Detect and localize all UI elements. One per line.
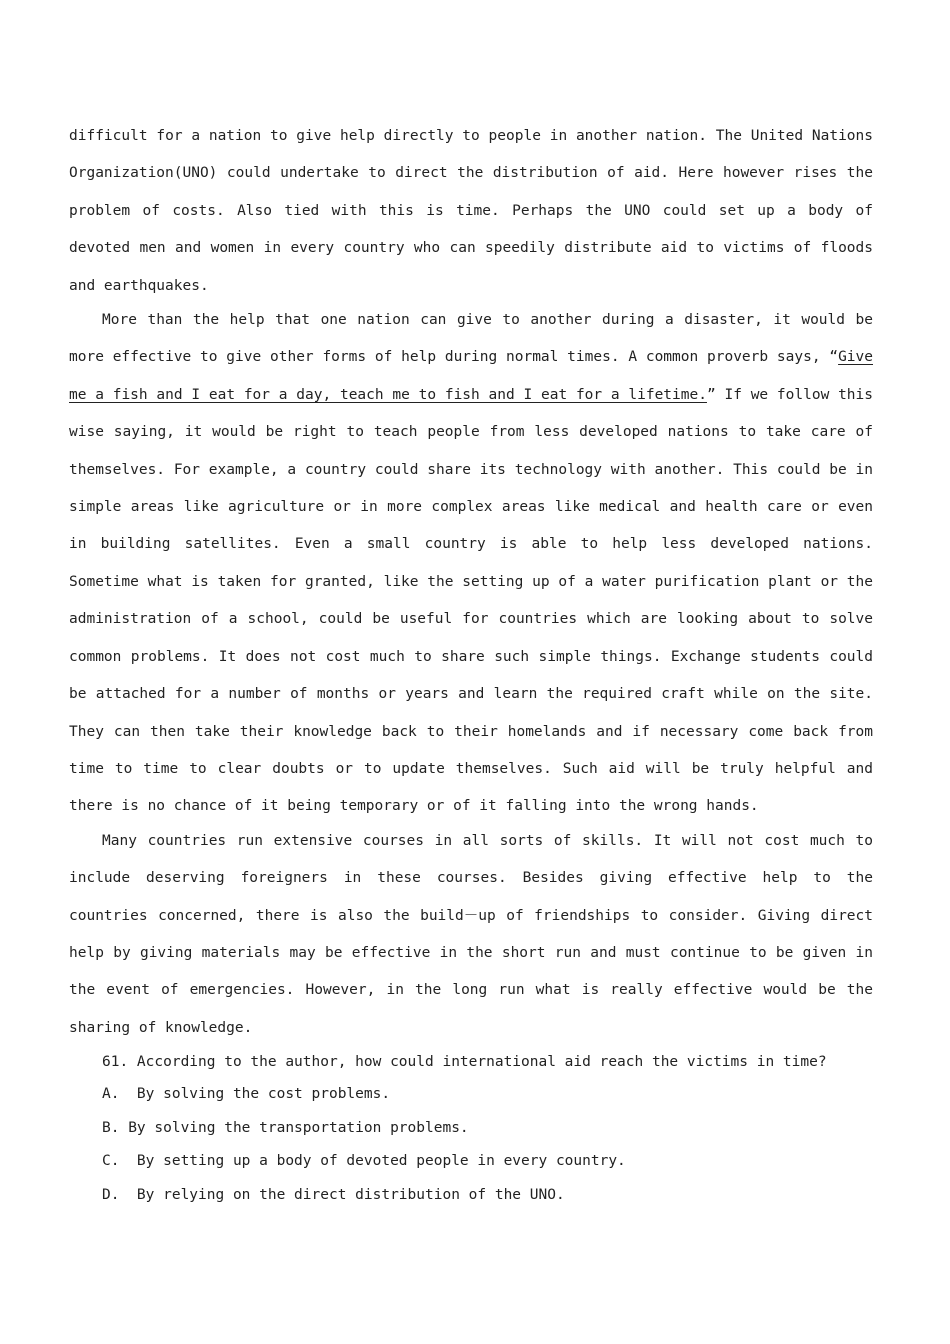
option-d: D. By relying on the direct distribution of the UNO. [102, 1186, 565, 1203]
paragraph-1: difficult for a nation to give help directly to people in another nation. The United Nations Organization(UNO) could undertake to direct the distribution of aid. Here however rises the problem of costs. Also tied with this is time. Perhaps the UNO could set up a body of devoted men and women in every country who can speedily distribute aid to victims of floods and earthquakes. [69, 128, 873, 294]
paragraph-2-body: ” If we follow this wise saying, it would be right to teach people from less developed nations to take care of themselves. For example, a country could share its technology with another. This could be in simple areas like agriculture or in more complex areas like medical and health care or even in building satellites. Even a small country is able to help less developed nations. Sometime what is taken for granted, like the setting up of a water purification plant or the administration of a school, could be useful for countries which are looking about to solve common problems. It does not cost much to share such simple things. Exchange students could be attached for a number of months or years and learn the required craft while on the site. They can then take their knowledge back to their homelands and if necessary come back from time to time to clear doubts or to update themselves. Such aid will be truly helpful and there is no chance of it being temporary or of it falling into the wrong hands. [69, 386, 873, 815]
question-61 [69, 1047, 873, 1212]
proverb-quote: Give me a fish and I eat for a day, teach me to fish and I eat for a lifetime. [69, 349, 873, 403]
question-stem: 61. According to the author, how could international aid reach the victims in time? [102, 1054, 827, 1071]
option-a: A. By solving the cost problems. [102, 1086, 391, 1103]
paragraph-3: Many countries run extensive courses in all sorts of skills. It will not cost much to include deserving foreigners in these courses. Besides giving effective help to the countries concerned, there is also the build－up of friendships to consider. Giving direct help by giving materials may be effective in the short run and must continue to be given in the event of emergencies. However, in the long run what is really effective would be the sharing of knowledge. [69, 832, 873, 1036]
paragraph-2-intro: More than the help that one nation can give to another during a disaster, it would be more effective to give other forms of help during normal times. A common proverb says, “ [69, 312, 873, 366]
option-c: C. By setting up a body of devoted people in every country. [102, 1153, 626, 1170]
document-page [69, 118, 873, 1212]
paragraph-2 [69, 302, 873, 826]
option-b: B. By solving the transportation problems. [102, 1119, 469, 1136]
